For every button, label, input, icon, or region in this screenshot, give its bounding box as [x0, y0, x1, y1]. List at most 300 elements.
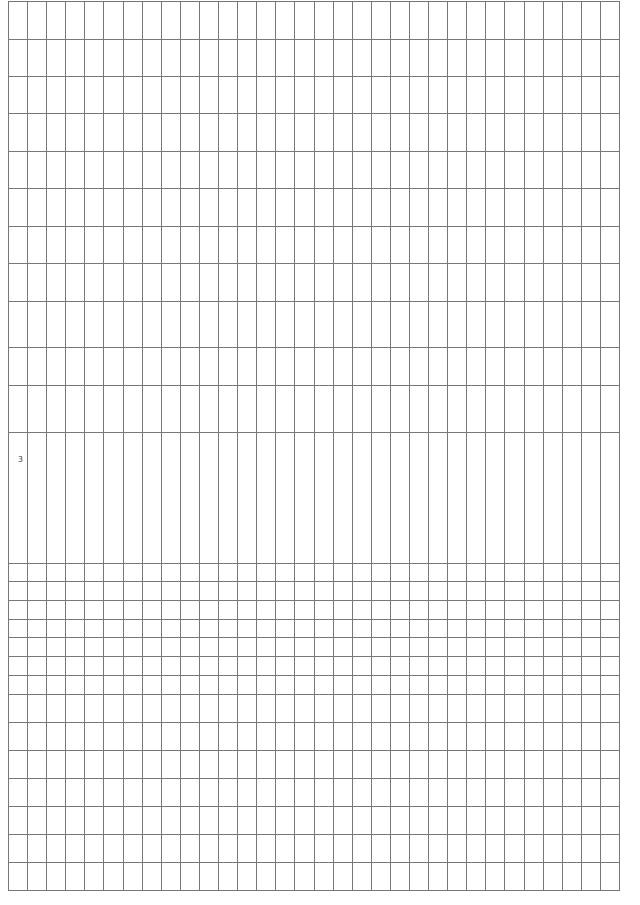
table-cell — [352, 582, 371, 601]
table-cell — [409, 432, 428, 563]
table-cell — [161, 806, 180, 834]
table-cell — [28, 834, 47, 862]
table-cell — [543, 2, 562, 40]
table-cell — [486, 348, 505, 385]
table-cell — [524, 582, 543, 601]
table-cell — [219, 582, 238, 601]
table-cell — [47, 778, 66, 806]
table-cell — [390, 657, 409, 676]
table-cell — [333, 778, 352, 806]
table-cell — [180, 385, 199, 432]
table-cell — [66, 39, 85, 76]
table-cell — [448, 385, 467, 432]
table-cell — [295, 657, 314, 676]
table-cell — [390, 750, 409, 778]
table-cell — [295, 114, 314, 151]
table-cell — [543, 675, 562, 694]
table-cell — [199, 77, 218, 114]
table-cell — [104, 778, 123, 806]
table-cell — [257, 750, 276, 778]
table-cell — [295, 77, 314, 114]
table-row — [314, 2, 333, 891]
table-cell — [142, 862, 161, 890]
table-cell — [85, 675, 104, 694]
table-cell — [142, 806, 161, 834]
table-cell — [238, 189, 257, 226]
table-cell — [66, 114, 85, 151]
table-cell — [333, 694, 352, 722]
table-cell — [257, 619, 276, 638]
table-cell — [409, 582, 428, 601]
table-cell — [142, 385, 161, 432]
table-cell — [66, 778, 85, 806]
table-cell — [371, 657, 390, 676]
table-cell — [238, 264, 257, 301]
table-cell — [333, 582, 352, 601]
table-cell — [543, 301, 562, 348]
table-cell — [219, 189, 238, 226]
table-cell — [409, 226, 428, 263]
table-cell — [123, 226, 142, 263]
table-cell — [104, 806, 123, 834]
table-cell — [429, 834, 448, 862]
table-cell — [238, 2, 257, 40]
table-cell — [371, 151, 390, 188]
table-cell — [409, 806, 428, 834]
table-cell — [505, 638, 524, 657]
table-cell — [104, 348, 123, 385]
table-cell — [295, 2, 314, 40]
table-cell — [429, 226, 448, 263]
table-cell — [47, 114, 66, 151]
table-cell — [219, 675, 238, 694]
table-cell — [333, 385, 352, 432]
table-cell — [314, 301, 333, 348]
table-cell — [581, 385, 600, 432]
table-row — [371, 2, 390, 891]
table-cell — [600, 226, 619, 263]
table-cell — [371, 301, 390, 348]
table-cell — [180, 862, 199, 890]
table-cell — [505, 348, 524, 385]
table-cell — [333, 806, 352, 834]
table-cell — [448, 114, 467, 151]
table-cell — [562, 582, 581, 601]
table-cell — [47, 39, 66, 76]
table-row — [28, 2, 47, 891]
table-cell — [600, 722, 619, 750]
table-cell — [66, 301, 85, 348]
table-cell — [295, 301, 314, 348]
table-cell — [85, 385, 104, 432]
table-cell — [180, 301, 199, 348]
table-cell — [562, 151, 581, 188]
table-cell — [562, 657, 581, 676]
table-cell — [486, 694, 505, 722]
table-cell — [524, 601, 543, 620]
table-cell — [199, 385, 218, 432]
table-cell — [543, 563, 562, 582]
table-cell — [66, 750, 85, 778]
table-cell — [390, 348, 409, 385]
table-row — [429, 2, 448, 891]
table-cell — [276, 806, 295, 834]
table-cell — [429, 806, 448, 834]
table-cell — [219, 657, 238, 676]
table-cell — [123, 301, 142, 348]
table-cell — [371, 563, 390, 582]
table-cell — [505, 694, 524, 722]
table-cell — [543, 657, 562, 676]
table-cell — [314, 657, 333, 676]
table-cell — [543, 77, 562, 114]
table-cell — [142, 77, 161, 114]
table-cell — [238, 563, 257, 582]
table-cell — [505, 722, 524, 750]
table-cell — [161, 778, 180, 806]
table-cell — [9, 189, 28, 226]
table-cell — [543, 226, 562, 263]
table-cell — [486, 301, 505, 348]
table-cell — [9, 39, 28, 76]
table-cell — [276, 2, 295, 40]
table-cell — [429, 563, 448, 582]
table-cell — [295, 226, 314, 263]
table-cell — [123, 806, 142, 834]
table-cell — [352, 151, 371, 188]
table-cell — [123, 582, 142, 601]
table-cell — [352, 226, 371, 263]
table-cell — [467, 806, 486, 834]
table-cell — [505, 151, 524, 188]
table-cell — [47, 77, 66, 114]
table-cell — [429, 114, 448, 151]
table-row — [219, 2, 238, 891]
table-row — [238, 2, 257, 891]
table-cell — [467, 348, 486, 385]
table-cell — [314, 563, 333, 582]
table-cell — [238, 348, 257, 385]
table-cell — [180, 563, 199, 582]
table-cell — [85, 834, 104, 862]
table-cell — [333, 189, 352, 226]
table-cell — [219, 694, 238, 722]
table-cell — [486, 39, 505, 76]
table-cell — [47, 385, 66, 432]
table-cell — [505, 834, 524, 862]
table-cell — [66, 834, 85, 862]
table-cell — [562, 601, 581, 620]
table-cell — [581, 114, 600, 151]
table-cell — [371, 582, 390, 601]
table-cell — [9, 722, 28, 750]
table-cell — [409, 348, 428, 385]
table-cell — [238, 778, 257, 806]
table-cell — [276, 77, 295, 114]
table-cell — [543, 432, 562, 563]
table-cell — [581, 722, 600, 750]
table-cell — [28, 189, 47, 226]
table-cell — [505, 264, 524, 301]
table-cell — [276, 778, 295, 806]
table-cell — [314, 806, 333, 834]
table-cell — [505, 778, 524, 806]
table-cell — [524, 834, 543, 862]
table-cell — [314, 189, 333, 226]
table-cell — [524, 432, 543, 563]
table-cell — [352, 778, 371, 806]
table-cell — [276, 385, 295, 432]
table-cell — [390, 619, 409, 638]
table-cell — [409, 619, 428, 638]
table-cell — [219, 834, 238, 862]
table-cell — [295, 563, 314, 582]
table-cell — [85, 264, 104, 301]
table-cell — [295, 750, 314, 778]
table-cell — [142, 675, 161, 694]
table-cell — [142, 264, 161, 301]
table-cell — [85, 862, 104, 890]
table-cell — [524, 114, 543, 151]
table-cell — [142, 750, 161, 778]
table-cell — [352, 862, 371, 890]
table-cell — [219, 151, 238, 188]
table-cell — [257, 657, 276, 676]
table-cell — [562, 264, 581, 301]
table-cell — [47, 862, 66, 890]
table-cell — [581, 750, 600, 778]
table-cell — [409, 694, 428, 722]
table-cell — [180, 189, 199, 226]
table-cell — [295, 694, 314, 722]
table-cell — [123, 189, 142, 226]
table-cell — [429, 39, 448, 76]
table-cell — [161, 750, 180, 778]
table-cell — [505, 675, 524, 694]
table-cell — [581, 301, 600, 348]
table-cell — [600, 675, 619, 694]
table-cell — [199, 301, 218, 348]
table-cell — [85, 2, 104, 40]
table-cell — [104, 563, 123, 582]
table-cell — [28, 619, 47, 638]
table-cell — [85, 151, 104, 188]
table-cell — [104, 601, 123, 620]
table-cell — [409, 39, 428, 76]
table-cell — [581, 348, 600, 385]
table-cell — [581, 619, 600, 638]
table-cell — [47, 601, 66, 620]
table-cell — [104, 432, 123, 563]
table-cell — [314, 39, 333, 76]
table-cell — [238, 114, 257, 151]
table-cell — [123, 264, 142, 301]
table-cell — [66, 226, 85, 263]
table-cell — [352, 348, 371, 385]
table-cell — [352, 2, 371, 40]
table-cell — [562, 226, 581, 263]
table-cell — [199, 264, 218, 301]
table-cell — [371, 862, 390, 890]
table-cell — [123, 563, 142, 582]
table-cell — [486, 601, 505, 620]
table-cell — [333, 348, 352, 385]
table-cell — [429, 601, 448, 620]
table-cell — [581, 601, 600, 620]
table-cell — [104, 675, 123, 694]
table-cell — [524, 2, 543, 40]
table-cell — [276, 834, 295, 862]
table-cell — [47, 806, 66, 834]
table-cell — [180, 601, 199, 620]
table-cell — [238, 675, 257, 694]
table-cell — [505, 601, 524, 620]
table-cell — [486, 582, 505, 601]
table-cell — [219, 862, 238, 890]
table-cell — [257, 2, 276, 40]
table-cell — [66, 601, 85, 620]
table-cell — [123, 77, 142, 114]
table-cell — [219, 348, 238, 385]
table-cell — [219, 301, 238, 348]
table-row — [199, 2, 218, 891]
table-row — [161, 2, 180, 891]
table-cell — [390, 601, 409, 620]
table-cell — [180, 806, 199, 834]
table-cell — [47, 348, 66, 385]
table-cell — [47, 301, 66, 348]
table-cell — [276, 862, 295, 890]
table-cell — [467, 750, 486, 778]
table-cell — [524, 694, 543, 722]
table-cell — [85, 722, 104, 750]
table-cell — [85, 189, 104, 226]
table-cell — [429, 657, 448, 676]
table-cell — [276, 301, 295, 348]
table-cell — [600, 778, 619, 806]
table-cell — [505, 2, 524, 40]
table-cell — [142, 638, 161, 657]
table-cell — [142, 834, 161, 862]
table-cell — [28, 2, 47, 40]
table-cell — [409, 189, 428, 226]
table-row — [524, 2, 543, 891]
table-cell — [199, 638, 218, 657]
table-cell — [448, 722, 467, 750]
table-row — [581, 2, 600, 891]
table-cell — [486, 151, 505, 188]
table-cell — [104, 39, 123, 76]
table-row — [257, 2, 276, 891]
table-cell — [390, 226, 409, 263]
table-cell — [161, 151, 180, 188]
table-cell — [524, 563, 543, 582]
table-cell — [66, 2, 85, 40]
table-cell — [28, 778, 47, 806]
table-cell — [371, 638, 390, 657]
table-cell — [562, 694, 581, 722]
table-cell — [295, 582, 314, 601]
table-cell — [142, 114, 161, 151]
table-cell — [9, 582, 28, 601]
table-cell — [600, 638, 619, 657]
table-cell — [276, 348, 295, 385]
table-cell — [562, 834, 581, 862]
table-cell — [123, 39, 142, 76]
table-cell — [390, 151, 409, 188]
table-cell — [543, 601, 562, 620]
table-cell — [295, 39, 314, 76]
table-cell — [66, 348, 85, 385]
table-cell — [448, 151, 467, 188]
table-cell — [238, 694, 257, 722]
table-cell — [314, 694, 333, 722]
table-cell — [47, 563, 66, 582]
table-cell — [142, 348, 161, 385]
table-cell — [371, 39, 390, 76]
table-cell — [581, 39, 600, 76]
table-cell — [238, 151, 257, 188]
table-cell — [28, 750, 47, 778]
table-cell — [257, 432, 276, 563]
table-cell — [429, 385, 448, 432]
table-cell — [257, 151, 276, 188]
table-cell — [257, 264, 276, 301]
table-cell — [257, 301, 276, 348]
table-cell — [390, 114, 409, 151]
table-cell — [562, 750, 581, 778]
table-cell — [314, 834, 333, 862]
table-cell — [581, 694, 600, 722]
table-cell — [467, 385, 486, 432]
table-cell — [562, 722, 581, 750]
table-cell — [276, 675, 295, 694]
table-cell — [486, 385, 505, 432]
table-cell — [467, 862, 486, 890]
table-cell — [467, 694, 486, 722]
table-cell — [257, 77, 276, 114]
table-cell — [524, 750, 543, 778]
table-cell — [219, 77, 238, 114]
table-cell — [238, 834, 257, 862]
table-cell — [199, 348, 218, 385]
table-cell — [371, 226, 390, 263]
table-cell — [142, 694, 161, 722]
table-cell — [352, 722, 371, 750]
table-cell — [409, 778, 428, 806]
table-cell — [562, 77, 581, 114]
table-cell — [104, 619, 123, 638]
table-cell — [448, 563, 467, 582]
table-cell — [543, 750, 562, 778]
table-cell — [85, 601, 104, 620]
table-cell — [352, 834, 371, 862]
table-cell — [28, 638, 47, 657]
table-cell — [524, 151, 543, 188]
table-cell — [161, 834, 180, 862]
table-cell — [371, 834, 390, 862]
table-cell — [123, 151, 142, 188]
table-cell — [85, 301, 104, 348]
table-cell — [161, 675, 180, 694]
table-cell — [104, 862, 123, 890]
table-cell — [581, 432, 600, 563]
table-cell — [276, 563, 295, 582]
table-cell — [199, 750, 218, 778]
table-cell — [199, 601, 218, 620]
table-cell — [448, 432, 467, 563]
table-cell — [600, 2, 619, 40]
